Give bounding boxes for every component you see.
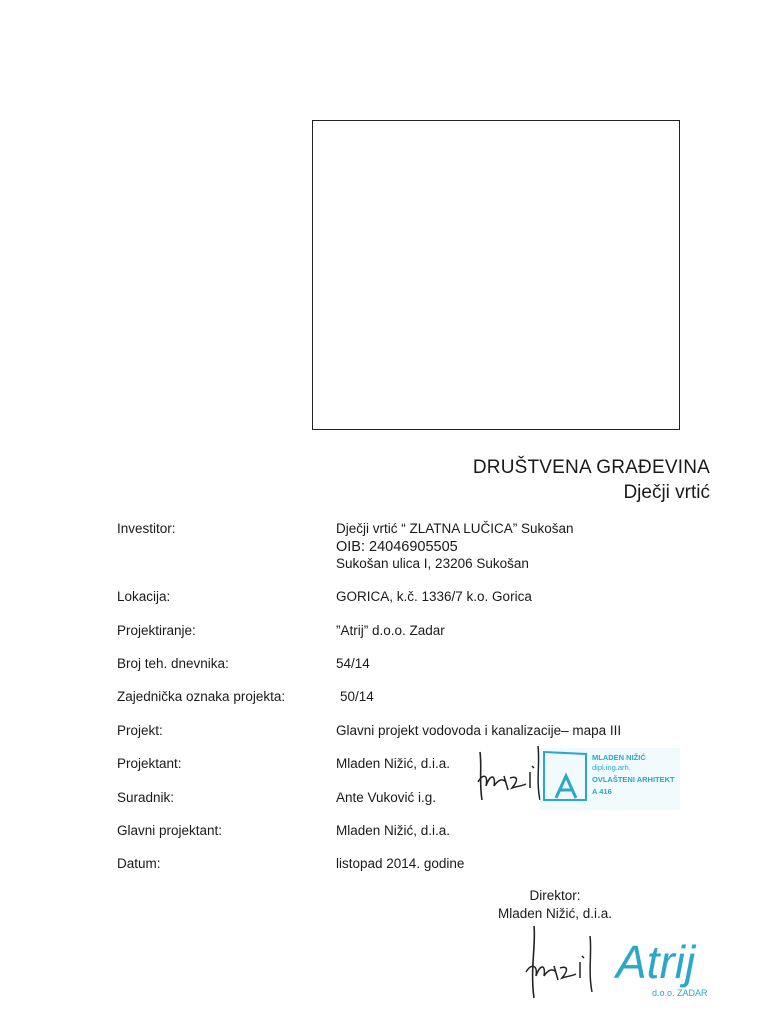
photo-placeholder-frame (312, 120, 680, 430)
row-broj-teh-dnevnika (0, 656, 768, 678)
field-label: Investitor: (117, 521, 176, 536)
stamp-line4: A 416 (592, 787, 612, 796)
building-subtitle: Dječji vrtić (623, 482, 710, 503)
stamp-line2: dipl.ing.arh. (592, 763, 631, 772)
field-label: Zajednička oznaka projekta: (117, 689, 286, 704)
row-datum (0, 856, 768, 878)
field-label: Suradnik: (117, 790, 175, 805)
title-block (473, 455, 710, 506)
stamp-line1: MLADEN NIŽIĆ (592, 753, 646, 762)
field-value: Mladen Nižić, d.i.a. (336, 823, 451, 838)
row-address (0, 556, 768, 578)
atrij-logo (612, 926, 747, 1006)
stamp-line3: OVLAŠTENI ARHITEKT (592, 775, 675, 784)
logo-name: Atrij (616, 936, 696, 988)
field-label: Broj teh. dnevnika: (117, 656, 229, 671)
field-value: Ante Vuković i.g. (336, 790, 437, 805)
investor-oib: OIB: 24046905505 (336, 539, 458, 555)
director-block (490, 887, 620, 923)
logo-sub: d.o.o. ZADAR (652, 988, 708, 998)
field-value: 54/14 (336, 656, 370, 671)
field-value: GORICA, k.č. 1336/7 k.o. Gorica (336, 589, 532, 604)
field-label: Lokacija: (117, 589, 171, 604)
field-value: ”Atrij” d.o.o. Zadar (336, 623, 445, 638)
investor-address: Sukošan ulica I, 23206 Sukošan (336, 556, 529, 571)
field-value: 50/14 (340, 689, 374, 704)
field-label: Projektiranje: (117, 623, 196, 638)
row-projektiranje (0, 623, 768, 645)
field-label: Datum: (117, 856, 161, 871)
architect-stamp (540, 742, 680, 814)
signature-director (520, 922, 602, 1000)
building-type-title: DRUŠTVENA GRAĐEVINA (472, 457, 710, 478)
row-glavni-projektant (0, 823, 768, 845)
director-name: Mladen Nižić, d.i.a. (497, 906, 613, 921)
field-label: Projektant: (117, 756, 182, 771)
row-zajednicka-oznaka (0, 689, 768, 711)
field-value: Glavni projekt vodovoda i kanalizacije– mapa III (336, 723, 622, 738)
field-value: Dječji vrtić “ ZLATNA LUČICA” Sukošan (336, 521, 574, 536)
field-label: Projekt: (117, 723, 163, 738)
signature-projektant (474, 742, 546, 804)
director-title: Direktor: (529, 888, 581, 903)
field-value: listopad 2014. godine (336, 856, 465, 871)
field-value: Mladen Nižić, d.i.a. (336, 756, 451, 771)
field-label: Glavni projektant: (117, 823, 223, 838)
row-lokacija (0, 589, 768, 611)
